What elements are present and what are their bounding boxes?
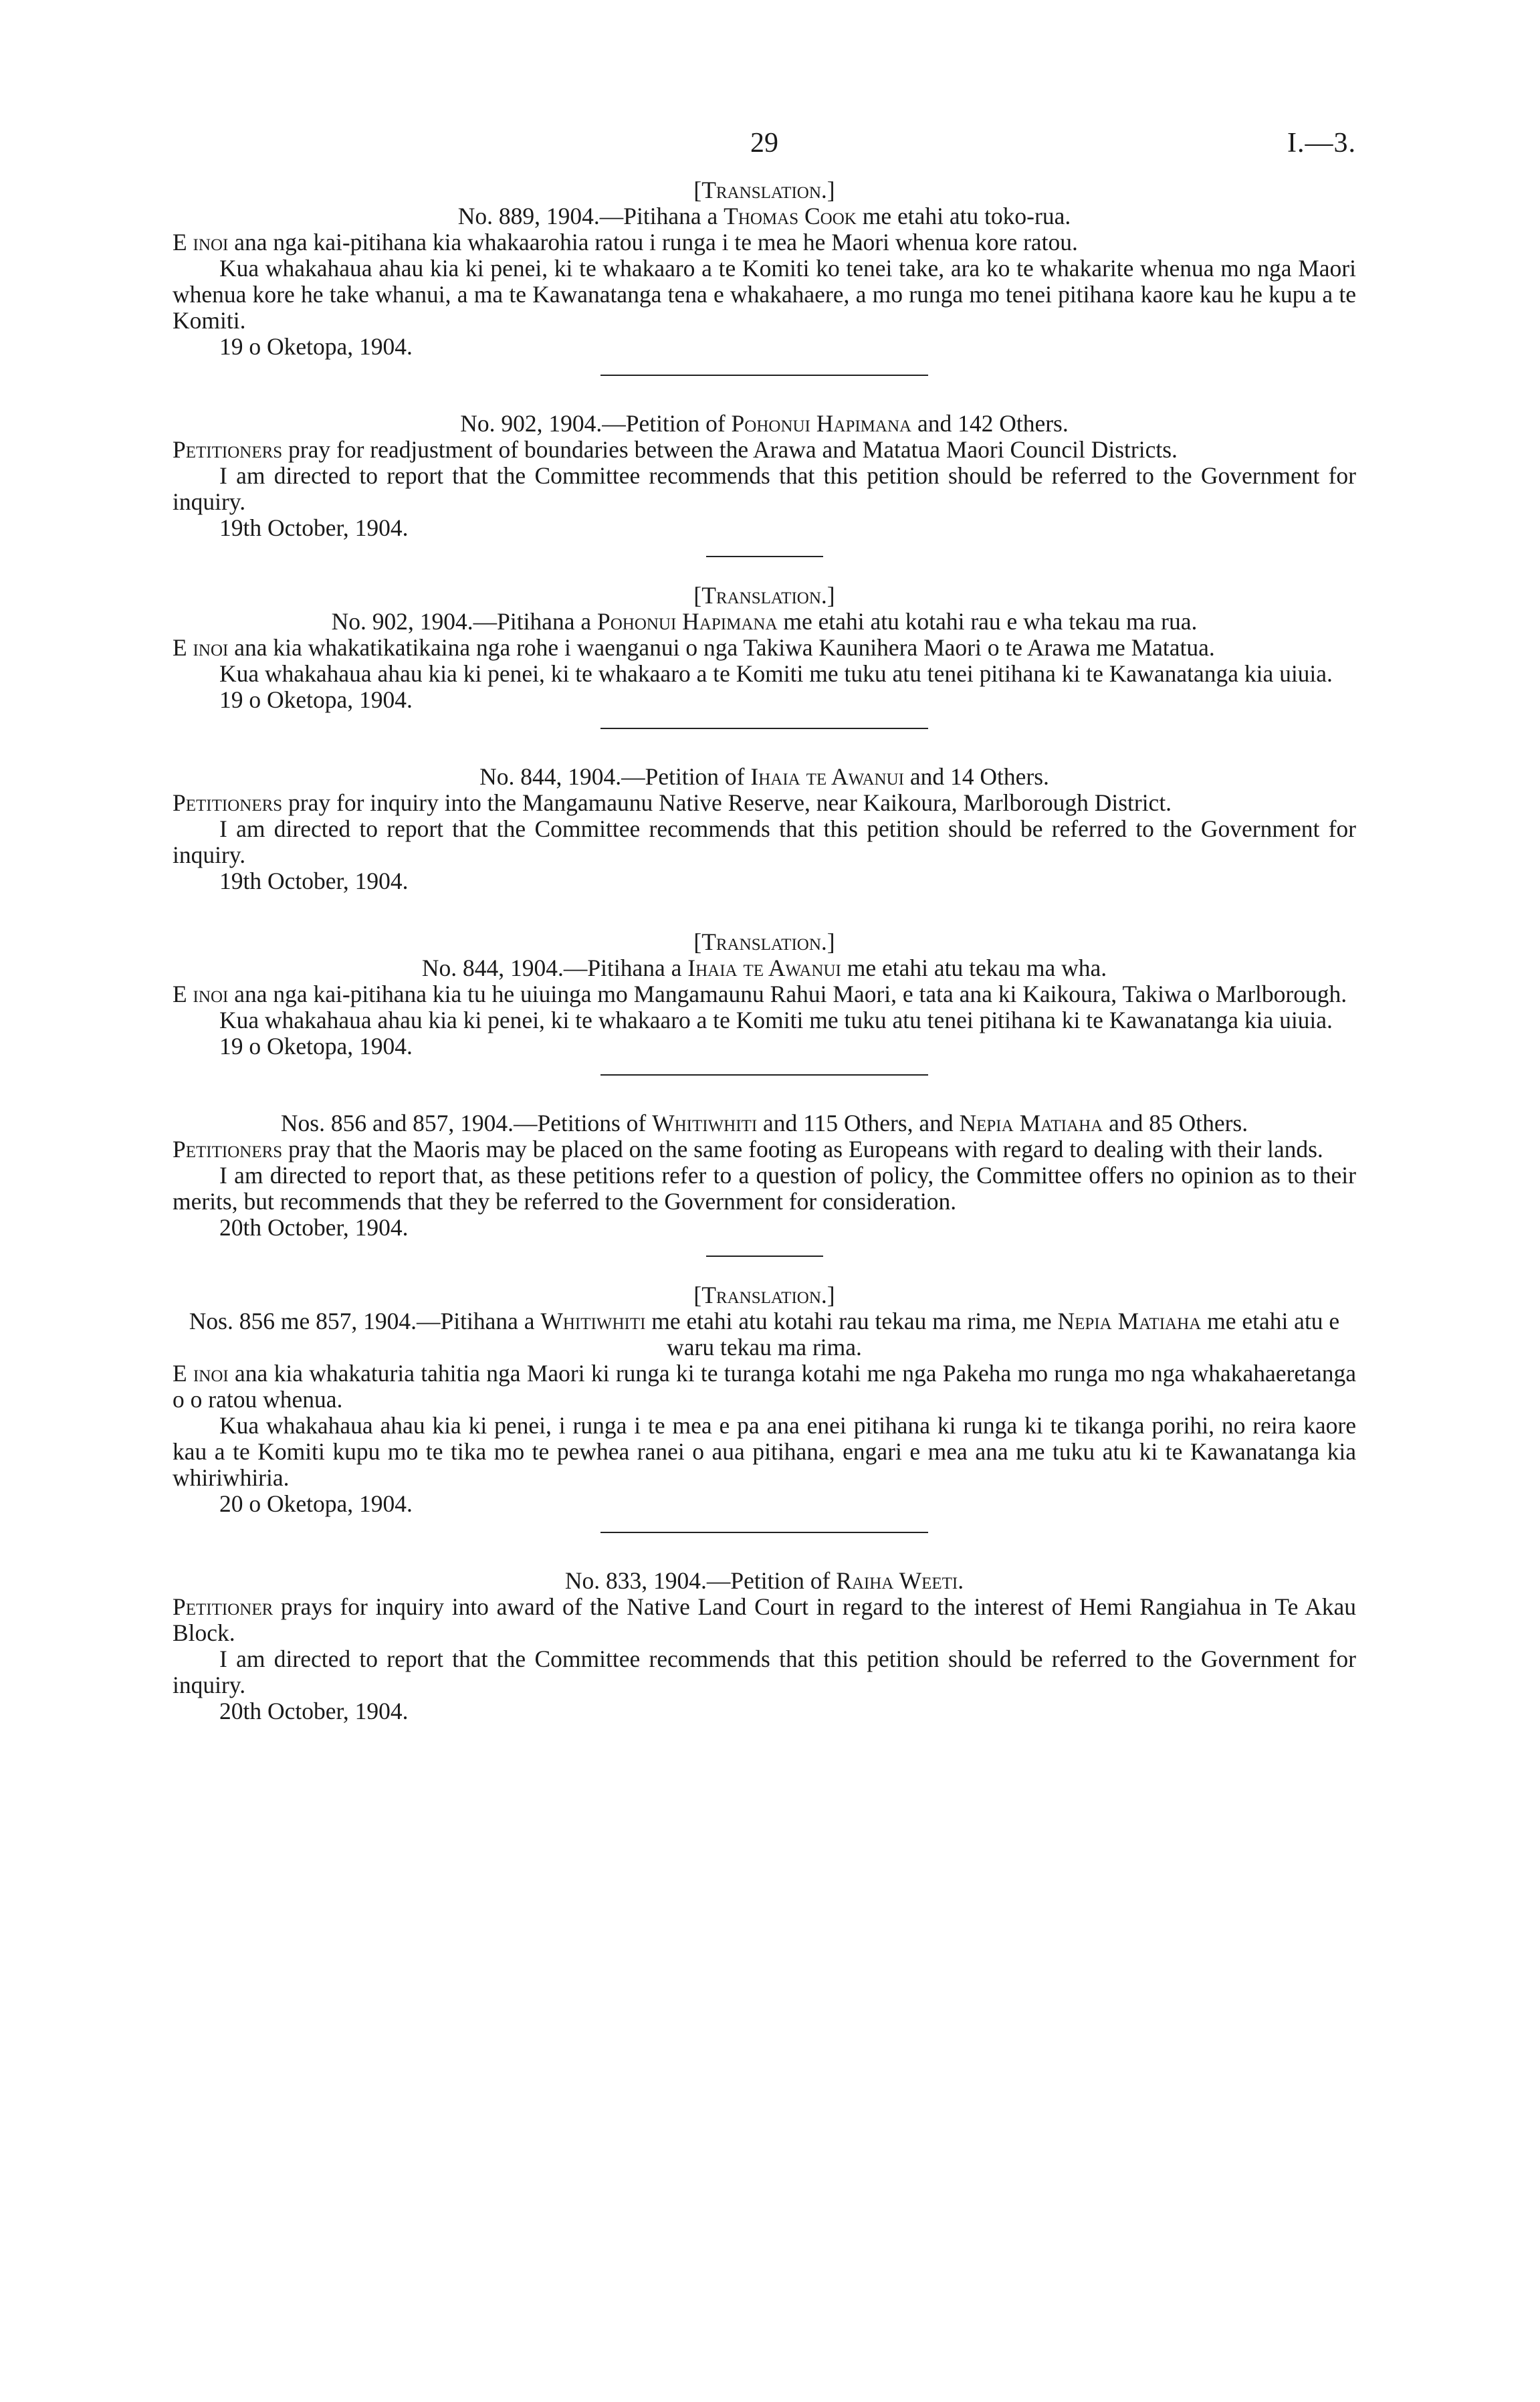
document-reference: I.—3. (1287, 128, 1356, 159)
petitioner-name: Nepia Matiaha (1057, 1308, 1202, 1334)
petitioner-name: Whitiwhiti (652, 1110, 758, 1136)
report-date: 20th October, 1904. (219, 1214, 409, 1241)
report-date: 19 o Oketopa, 1904. (219, 1033, 413, 1060)
translation-label: [Translation.] (693, 177, 835, 203)
committee-report: Kua whakahaua ahau kia ki penei, ki te whakaaro a te Komiti me tuku atu tenei pitihana ki te Kawanatanga kia uiuia. (219, 660, 1333, 687)
committee-report: Kua whakahaua ahau kia ki penei, ki te whakaaro a te Komiti me tuku atu tenei pitihana ki te Kawanatanga kia uiuia. (219, 1007, 1333, 1033)
petitioner-name: Nepia Matiaha (959, 1110, 1103, 1136)
petition-title: No. 833, 1904.—Petition of Raiha Weeti. (564, 1567, 964, 1594)
petition-prayer: E inoi ana kia whakatikatikaina nga rohe i waenganui o nga Takiwa Kaunihera Maori o te Arawa me Matatua. (173, 634, 1215, 661)
petitioner-name: Thomas Cook (724, 203, 857, 229)
petition-prayer: E inoi ana nga kai-pitihana kia whakaarohia ratou i runga i te mea he Maori whenua kore ratou. (173, 229, 1078, 256)
petition-prayer: E inoi ana kia whakaturia tahitia nga Maori ki runga ki te turanga kotahi me nga Pakeha mo runga mo nga whakahaeretanga o o ratou whenua. (173, 1360, 1356, 1413)
petitioner-name: Whitiwhiti (540, 1308, 646, 1334)
petitioner-name: Ihaia te Awanui (687, 955, 841, 981)
report-date: 20 o Oketopa, 1904. (219, 1490, 413, 1517)
petition-title: No. 902, 1904.—Pitihana a Pohonui Hapimana me etahi atu kotahi rau e wha tekau ma rua. (331, 608, 1198, 635)
petition-section (173, 1110, 1356, 1241)
petition-section (173, 929, 1356, 1060)
petitioner-name: Raiha Weeti (836, 1567, 958, 1594)
petition-section (173, 1282, 1356, 1517)
report-date: 19th October, 1904. (219, 868, 409, 894)
petition-section (173, 177, 1356, 360)
committee-report: I am directed to report that the Committee recommends that this petition should be referred to the Government for inquiry. (173, 462, 1356, 515)
petitioner-name: Ihaia te Awanui (750, 763, 904, 790)
petition-prayer: Petitioner prays for inquiry into award of the Native Land Court in regard to the interest of Hemi Rangiahua in Te Akau Block. (173, 1593, 1356, 1646)
report-date: 20th October, 1904. (219, 1698, 409, 1724)
translation-label: [Translation.] (693, 1282, 835, 1308)
translation-label: [Translation.] (693, 582, 835, 609)
petition-title: No. 902, 1904.—Petition of Pohonui Hapimana and 142 Others. (460, 410, 1069, 437)
committee-report: I am directed to report that, as these petitions refer to a question of policy, the Committee offers no opinion as to their merits, but recommends that they be referred to the Government for consideration. (173, 1162, 1356, 1215)
page-number: 29 (750, 128, 778, 159)
report-date: 19th October, 1904. (219, 514, 409, 541)
petition-section (173, 764, 1356, 894)
document-page (173, 130, 1356, 1724)
petition-prayer: Petitioners pray for inquiry into the Mangamaunu Native Reserve, near Kaikoura, Marlborough District. (173, 789, 1172, 816)
petition-prayer: Petitioners pray that the Maoris may be placed on the same footing as Europeans with regard to dealing with their lands. (173, 1136, 1323, 1163)
report-date: 19 o Oketopa, 1904. (219, 333, 413, 360)
committee-report: I am directed to report that the Committee recommends that this petition should be referred to the Government for inquiry. (173, 815, 1356, 868)
page-header (173, 130, 1356, 177)
committee-report: I am directed to report that the Committee recommends that this petition should be referred to the Government for inquiry. (173, 1645, 1356, 1698)
petition-section (173, 411, 1356, 541)
petition-prayer: E inoi ana nga kai-pitihana kia tu he uiuinga mo Mangamaunu Rahui Maori, e tata ana ki Kaikoura, Takiwa o Marlborough. (173, 981, 1347, 1007)
petition-section (173, 583, 1356, 713)
report-date: 19 o Oketopa, 1904. (219, 686, 413, 713)
translation-label: [Translation.] (693, 928, 835, 955)
petition-section (173, 1568, 1356, 1724)
petition-title: No. 844, 1904.—Pitihana a Ihaia te Awanui me etahi atu tekau ma wha. (421, 955, 1107, 981)
committee-report: Kua whakahaua ahau kia ki penei, ki te whakaaro a te Komiti ko tenei take, ara ko te whakarite whenua mo nga Maori whenua kore he take whanui, a ma te Kawanatanga tena e whakahaere, a mo runga mo tenei pitihana kaore kau he kupu a te Komiti. (173, 255, 1356, 334)
petition-title: Nos. 856 me 857, 1904.—Pitihana a Whitiwhiti me etahi atu kotahi rau tekau ma rima, me Nepia Matiaha me etahi atu e waru tekau ma rima. (189, 1308, 1340, 1361)
committee-report: Kua whakahaua ahau kia ki penei, i runga i te mea e pa ana enei pitihana ki runga ki te tikanga porihi, no reira kaore kau a te Komiti kupu mo te tika mo te pewhea ranei o aua pitihana, engari e mea ana me tuku atu ki te Kawanatanga kia whiriwhiria. (173, 1412, 1356, 1491)
petitioner-name: Pohonui Hapimana (596, 608, 778, 635)
petition-prayer: Petitioners pray for readjustment of boundaries between the Arawa and Matatua Maori Council Districts. (173, 436, 1178, 463)
petition-title: No. 844, 1904.—Petition of Ihaia te Awanui and 14 Others. (479, 763, 1049, 790)
petition-title: Nos. 856 and 857, 1904.—Petitions of Whitiwhiti and 115 Others, and Nepia Matiaha and 85 Others. (280, 1110, 1248, 1136)
petitioner-name: Pohonui Hapimana (731, 410, 912, 437)
petition-title: No. 889, 1904.—Pitihana a Thomas Cook me etahi atu toko-rua. (457, 203, 1071, 229)
